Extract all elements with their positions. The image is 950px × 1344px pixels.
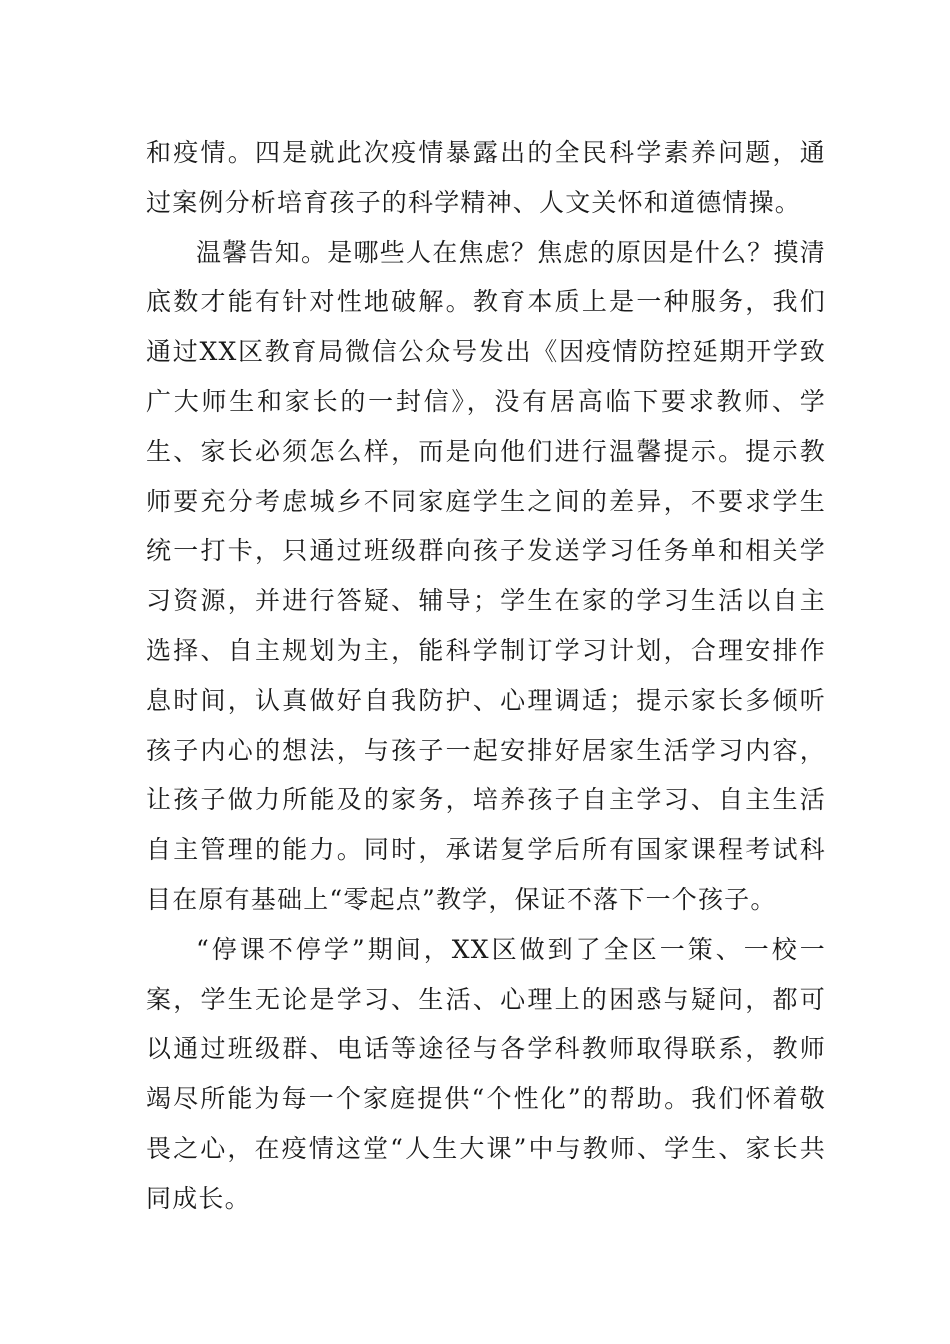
paragraph-suspension-period: “停课不停学”期间，XX区做到了全区一策、一校一案，学生无论是学习、生活、心理上的困惑与疑问，都可以通过班级群、电话等途径与各学科教师取得联系，教师竭尽所能为每一个家庭提供“个性化”的帮助。我们怀着敬畏之心，在疫情这堂“人生大课”中与教师、学生、家长共同成长。 — [146, 934, 826, 1213]
paragraph-warm-notice: 温馨告知。是哪些人在焦虑？焦虑的原因是什么？摸清底数才能有针对性地破解。教育本质上是一种服务，我们通过XX区教育局微信公众号发出《因疫情防控延期开学致广大师生和家长的一封信》，没有居高临下要求教师、学生、家长必须怎么样，而是向他们进行温馨提示。提示教师要充分考虑城乡不同家庭学生之间的差异，不要求学生统一打卡，只通过班级群向孩子发送学习任务单和相关学习资源，并进行答疑、辅导；学生在家的学习生活以自主选择、自主规划为主，能科学制订学习计划，合理安排作息时间，认真做好自我防护、心理调适；提示家长多倾听孩子内心的想法，与孩子一起安排好居家生活学习内容，让孩子做力所能及的家务，培养孩子自主学习、自主生活自主管理的能力。同时，承诺复学后所有国家课程考试科目在原有基础上“零起点”教学，保证不落下一个孩子。 — [146, 237, 826, 914]
paragraph-continuation: 和疫情。四是就此次疫情暴露出的全民科学素养问题，通过案例分析培育孩子的科学精神、人文关怀和道德情操。 — [146, 138, 826, 217]
document-body — [146, 128, 826, 1224]
